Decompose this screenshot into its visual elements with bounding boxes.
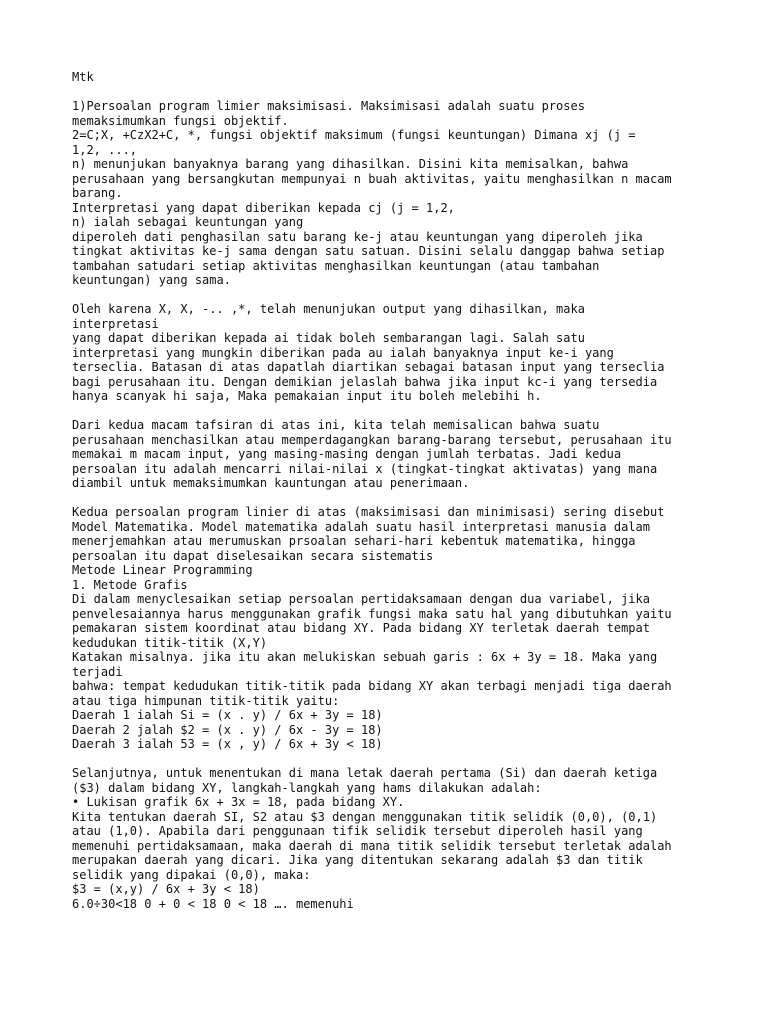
paragraph — [72, 766, 712, 911]
text-line: atau tiga himpunan titik-titik yaitu: — [72, 693, 340, 708]
text-line: memenuhi pertidaksamaan, maka daerah di mana titik selidik tersebut terletak adalah — [72, 838, 672, 853]
text-line: • Lukisan grafik 6x + 3x = 18, pada bidang XY. — [72, 795, 405, 809]
text-line: diperoleh dati penghasilan satu barang ke-j atau keuntungan yang diperoleh jika — [72, 229, 643, 244]
text-line: 1)Persoalan program limier maksimisasi. Maksimisasi adalah suatu proses — [72, 99, 585, 113]
text-line: perusahaan menchasilkan atau memperdagangkan barang-barang tersebut, perusahaan itu — [72, 432, 672, 447]
paragraph — [72, 302, 712, 404]
text-line: tambahan satudari setiap aktivitas menghasilkan keuntungan (atau tambahan — [72, 258, 600, 273]
text-line: Selanjutnya, untuk menentukan di mana letak daerah pertama (Si) dan daerah ketiga — [72, 766, 658, 780]
text-line: barang. — [72, 186, 123, 200]
text-line: selidik yang dipakai (0,0), maka: — [72, 867, 311, 882]
text-line: diambil untuk memaksimumkan kauntungan atau penerimaan. — [72, 476, 470, 490]
text-line: terjadi — [72, 664, 123, 679]
paragraph — [72, 505, 712, 752]
spacer — [72, 752, 712, 767]
text-line: $3 = (x,y) / 6x + 3y < 18) — [72, 882, 260, 896]
text-line: Katakan misalnya. jika itu akan melukiskan sebuah garis : 6x + 3y = 18. Maka yang — [72, 650, 658, 664]
spacer — [72, 491, 712, 506]
text-line: Interpretasi yang dapat diberikan kepada cj (j = 1,2, — [72, 200, 455, 215]
text-line: penvelesaiannya harus menggunakan grafik fungsi maka satu hal yang dibutuhkan yaitu — [72, 606, 672, 621]
text-line: 2=C;X, +CzX2+C, *, fungsi objektif maksimum (fungsi keuntungan) Dimana xj (j = — [72, 128, 636, 142]
text-line: interpretasi yang mungkin diberikan pada au ialah banyaknya input ke-i yang — [72, 345, 614, 360]
text-line: Kita tentukan daerah SI, S2 atau $3 dengan menggunakan titik selidik (0,0), (0,1) — [72, 809, 658, 824]
text-line: keuntungan) yang sama. — [72, 273, 231, 287]
text-line: Kedua persoalan program linier di atas (maksimisasi dan minimisasi) sering disebut — [72, 505, 665, 519]
text-line: merupakan daerah yang dicari. Jika yang ditentukan sekarang adalah $3 dan titik — [72, 853, 643, 867]
text-line: Di dalam menyclesaikan setiap persoalan pertidaksamaan dengan dua variabel, jika — [72, 592, 650, 606]
text-line: terseclia. Batasan di atas dapatlah diartikan sebagai batasan input yang terseclia — [72, 360, 665, 374]
text-line: interpretasi — [72, 316, 159, 331]
text-line: tingkat aktivitas ke-j sama dengan satu satuan. Disini selalu danggap bahwa setiap — [72, 244, 665, 258]
document-page — [72, 70, 712, 911]
text-line: Dari kedua macam tafsiran di atas ini, kita telah memisalican bahwa suatu — [72, 418, 600, 432]
text-line: bahwa: tempat kedudukan titik-titik pada bidang XY akan terbagi menjadi tiga daerah — [72, 679, 672, 693]
text-line: perusahaan yang bersangkutan mempunyai n buah aktivitas, yaitu menghasilkan n macam — [72, 171, 672, 186]
text-line: 1. Metode Grafis — [72, 577, 188, 592]
text-line: n) ialah sebagai keuntungan yang — [72, 215, 304, 229]
text-line: memakai m macam input, yang masing-masing dengan jumlah terbatas. Jadi kedua — [72, 447, 622, 461]
text-line: bagi perusahaan itu. Dengan demikian jelaslah bahwa jika input kc-i yang tersedia — [72, 374, 658, 389]
text-line: memaksimumkan fungsi objektif. — [72, 113, 289, 128]
text-line: Daerah 1 ialah Si = (x . y) / 6x + 3y = 18) — [72, 708, 383, 722]
paragraph — [72, 418, 712, 491]
text-line: hanya scanyak hi saja, Maka pemakaian input itu boleh melebihi h. — [72, 389, 542, 403]
document-title: Mtk — [72, 70, 94, 84]
spacer — [72, 404, 712, 419]
text-line: Model Matematika. Model matematika adalah suatu hasil interpretasi manusia dalam — [72, 519, 650, 534]
text-line: yang dapat diberikan kepada ai tidak boleh sembarangan lagi. Salah satu — [72, 331, 585, 345]
text-line: ($3) dalam bidang XY, langkah-langkah yang hams dilakukan adalah: — [72, 780, 542, 795]
text-line: n) menunjukan banyaknya barang yang dihasilkan. Disini kita memisalkan, bahwa — [72, 157, 629, 171]
paragraph — [72, 99, 712, 288]
text-line: Metode Linear Programming — [72, 563, 253, 577]
text-line: menerjemahkan atau merumuskan prsoalan sehari-hari kebentuk matematika, hingga — [72, 534, 636, 548]
text-line: 1,2, ..., — [72, 142, 138, 157]
spacer — [72, 85, 712, 100]
text-line: Oleh karena X, X, -.. ,*, telah menunjukan output yang dihasilkan, maka — [72, 302, 585, 316]
text-line: pemakaran sistem koordinat atau bidang XY. Pada bidang XY terletak daerah tempat — [72, 621, 650, 635]
text-line: 6.0÷30<18 0 + 0 < 18 0 < 18 …. memenuhi — [72, 896, 354, 911]
spacer — [72, 288, 712, 303]
text-line: kedudukan titik-titik (X,Y) — [72, 635, 268, 650]
text-line: persoalan itu adalah mencarri nilai-nilai x (tingkat-tingkat aktivatas) yang mana — [72, 461, 658, 476]
text-line: atau (1,0). Apabila dari penggunaan tifik selidik tersebut diperoleh hasil yang — [72, 824, 643, 838]
text-line: Daerah 2 jalah $2 = (x . y) / 6x - 3y = 18) — [72, 722, 383, 737]
text-line: Daerah 3 ialah 53 = (x , y) / 6x + 3y < 18) — [72, 737, 383, 751]
text-line: persoalan itu dapat diselesaikan secara sistematis — [72, 548, 434, 563]
